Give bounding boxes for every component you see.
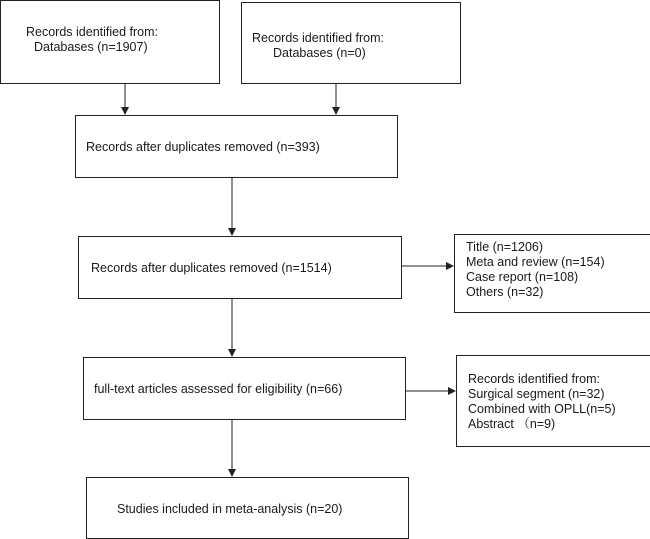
box-text: Databases (n=0) — [273, 46, 366, 60]
list-item: Surgical segment (n=32) — [468, 387, 605, 401]
box-text: Records identified from: — [26, 25, 159, 39]
included-box — [86, 477, 409, 539]
box-text: Records identified from: — [252, 31, 385, 45]
box-text: Records after duplicates removed (n=393) — [86, 140, 320, 154]
box-text: Studies included in meta-analysis (n=20) — [117, 502, 343, 516]
list-item: Title (n=1206) — [466, 240, 544, 254]
list-item: Others (n=32) — [466, 285, 544, 299]
screening-excluded-box — [454, 234, 650, 313]
list-item: Meta and review (n=154) — [466, 255, 605, 269]
other-sources-box — [241, 2, 461, 84]
list-item: Abstract （n=9) — [468, 417, 556, 431]
box-text: Records after duplicates removed (n=1514) — [91, 261, 332, 275]
list-item: Case report (n=108) — [466, 270, 579, 284]
fulltext-box — [83, 357, 406, 420]
dedup-box-1 — [75, 115, 398, 178]
box-text: full-text articles assessed for eligibility (n=66) — [94, 382, 343, 396]
databases-box — [0, 0, 220, 84]
fulltext-excluded-box — [456, 355, 650, 447]
list-item: Combined with OPLL(n=5) — [468, 402, 616, 416]
box-text: Databases (n=1907) — [34, 40, 148, 54]
dedup-box-2 — [78, 236, 402, 299]
list-item: Records identified from: — [468, 372, 601, 386]
